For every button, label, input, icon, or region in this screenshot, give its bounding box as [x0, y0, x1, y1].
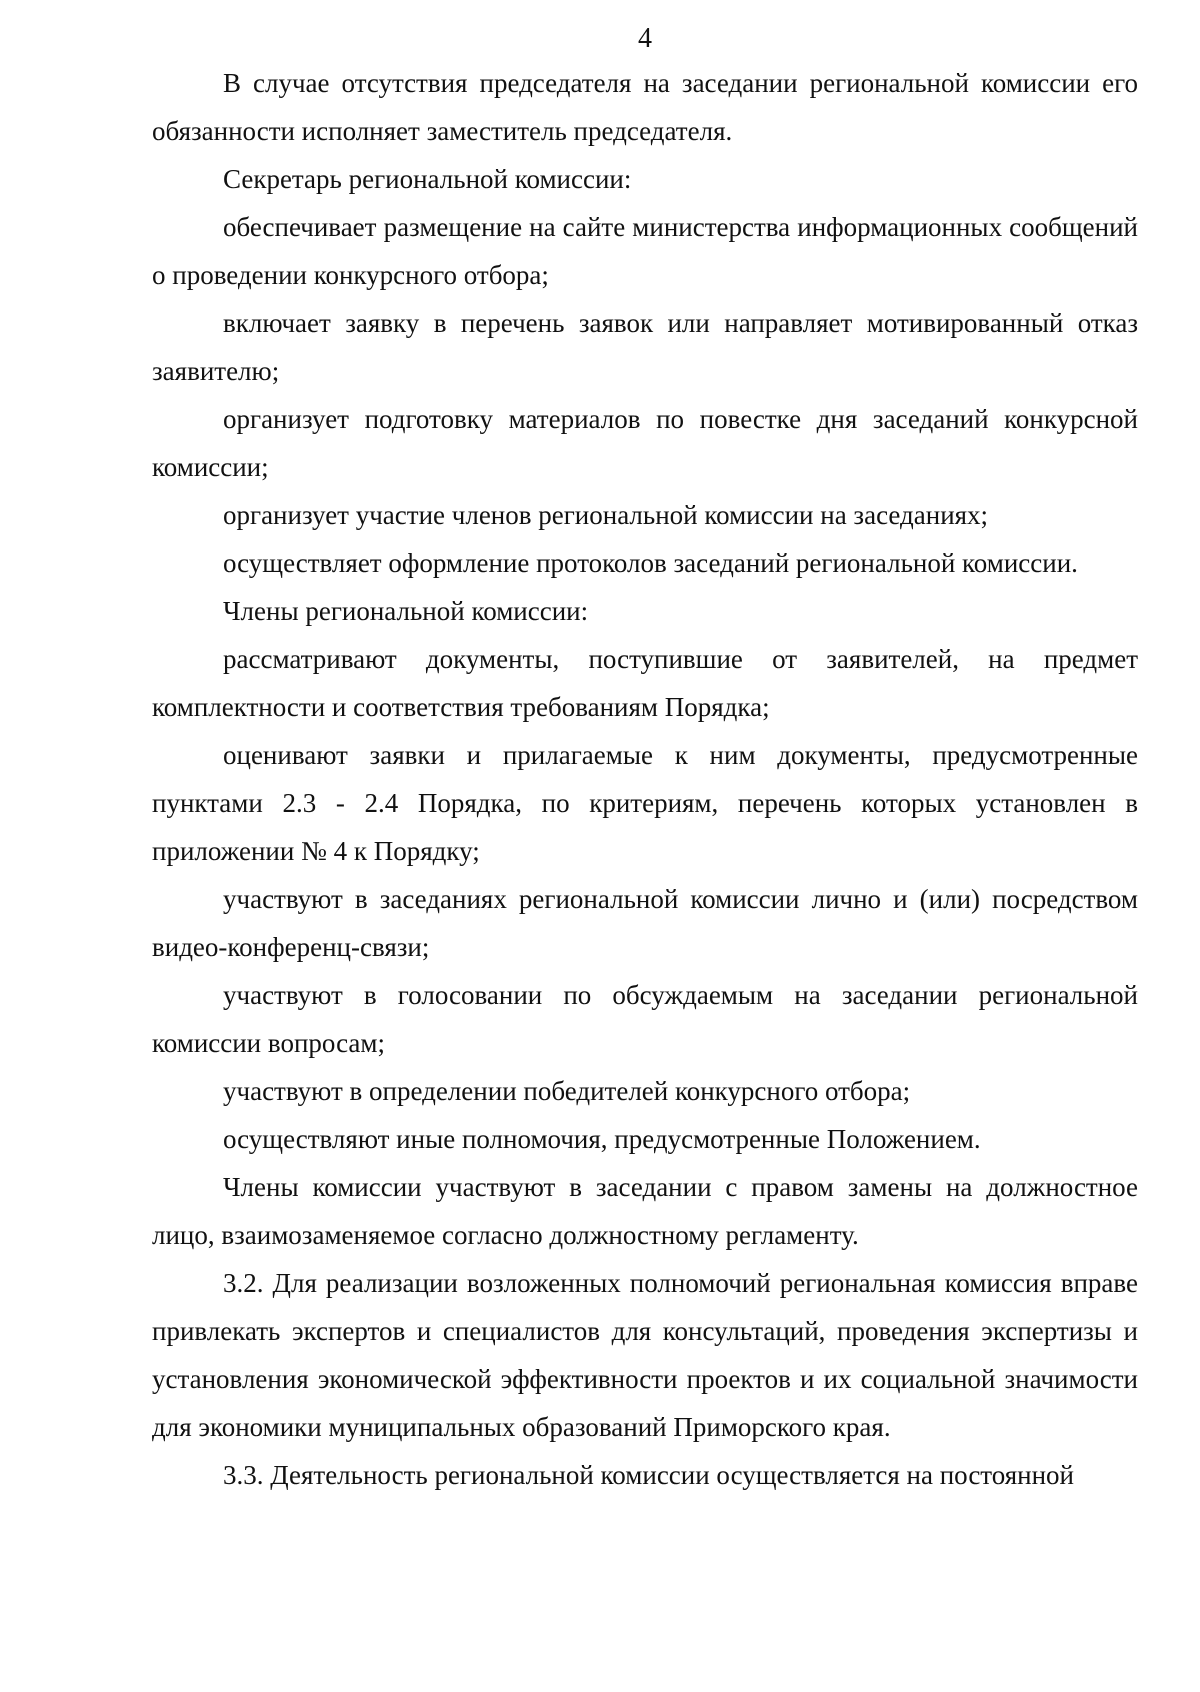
paragraph-secretary-duty-5: осуществляет оформление протоколов заседаний региональной комиссии.	[223, 548, 1078, 578]
paragraph-secretary-duty-2: включает заявку в перечень заявок или направляет мотивированный отказ заявителю;	[152, 308, 1138, 386]
paragraph-members-duty-2: оценивают заявки и прилагаемые к ним документы, предусмотренные пунктами 2.3 - 2.4 Порядка, по критериям, перечень которых установлен в приложении № 4 к Порядку;	[152, 740, 1138, 866]
page-number: 4	[638, 23, 652, 54]
paragraph-secretary-duty-1: обеспечивает размещение на сайте министерства информационных сообщений о проведении конкурсного отбора;	[152, 212, 1138, 290]
paragraph-secretary-duty-4: организует участие членов региональной комиссии на заседаниях;	[223, 500, 989, 530]
paragraph-secretary-duty-3: организует подготовку материалов по повестке дня заседаний конкурсной комиссии;	[152, 404, 1138, 482]
paragraph-secretary-heading: Секретарь региональной комиссии:	[223, 164, 632, 194]
document-body	[152, 59, 1138, 1499]
paragraph-members-duty-4: участвуют в голосовании по обсуждаемым на заседании региональной комиссии вопросам;	[152, 980, 1138, 1058]
paragraph-members-heading: Члены региональной комиссии:	[223, 596, 589, 626]
paragraph-section-3-2: 3.2. Для реализации возложенных полномочий региональная комиссия вправе привлекать экспертов и специалистов для консультаций, проведения экспертизы и установления экономической эффективности проектов и их социальной значимости для экономики муниципальных образований Приморского края.	[152, 1268, 1138, 1442]
paragraph-members-substitution: Члены комиссии участвуют в заседании с правом замены на должностное лицо, взаимозаменяемое согласно должностному регламенту.	[152, 1172, 1138, 1250]
paragraph-members-duty-6: осуществляют иные полномочия, предусмотренные Положением.	[223, 1124, 981, 1154]
paragraph-deputy-chair: В случае отсутствия председателя на заседании региональной комиссии его обязанности исполняет заместитель председателя.	[152, 68, 1138, 146]
paragraph-members-duty-5: участвуют в определении победителей конкурсного отбора;	[223, 1076, 911, 1106]
paragraph-section-3-3: 3.3. Деятельность региональной комиссии осуществляется на постоянной	[223, 1460, 1075, 1490]
paragraph-members-duty-3: участвуют в заседаниях региональной комиссии лично и (или) посредством видео-конференц-связи;	[152, 884, 1138, 962]
paragraph-members-duty-1: рассматривают документы, поступившие от заявителей, на предмет комплектности и соответствия требованиям Порядка;	[152, 644, 1138, 722]
